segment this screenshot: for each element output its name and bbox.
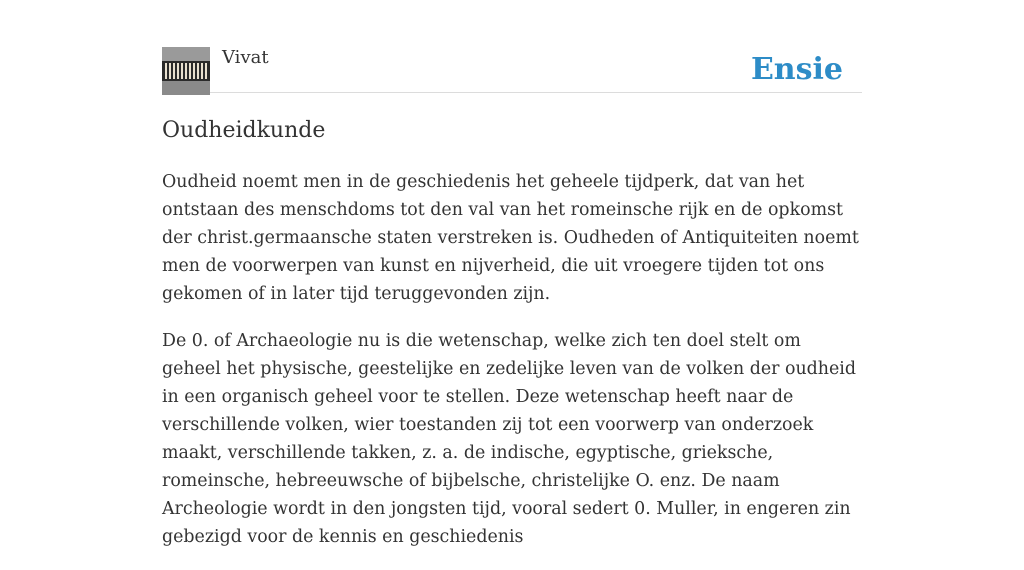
bookshelf-icon bbox=[162, 47, 210, 95]
brand-logo[interactable]: Ensie bbox=[750, 52, 843, 87]
article-body bbox=[162, 168, 862, 570]
paragraph: De 0. of Archaeologie nu is die wetenschap, welke zich ten doel stelt om geheel het physische, geestelijke en zedelijke leven van de volken der oudheid in een organisch geheel voor te stellen. Deze wetenschap heeft naar de verschillende volken, wier toestanden zij tot een voorwerp van onderzoek maakt, verschillende takken, z. a. de indische, egyptische, grieksche, romeinsche, hebreeuwsche of bijbelsche, christelijke O. enz. De naam Archeologie wordt in den jongsten tijd, vooral sedert 0. Muller, in engeren zin gebezigd voor de kennis en geschiedenis bbox=[162, 331, 856, 547]
paragraph: Oudheid noemt men in de geschiedenis het geheele tijdperk, dat van het ontstaan des menschdoms tot den val van het romeinsche rijk en de opkomst der christ.germaansche staten verstreken is. Oudheden of Antiquiteiten noemt men de voorwerpen van kunst en nijverheid, die uit vroegere tijden tot ons gekomen of in later tijd teruggevonden zijn. bbox=[162, 172, 859, 304]
header bbox=[162, 47, 862, 93]
source-name[interactable]: Vivat bbox=[222, 47, 269, 68]
page-title: Oudheidkunde bbox=[162, 118, 326, 143]
avatar[interactable] bbox=[162, 47, 210, 95]
